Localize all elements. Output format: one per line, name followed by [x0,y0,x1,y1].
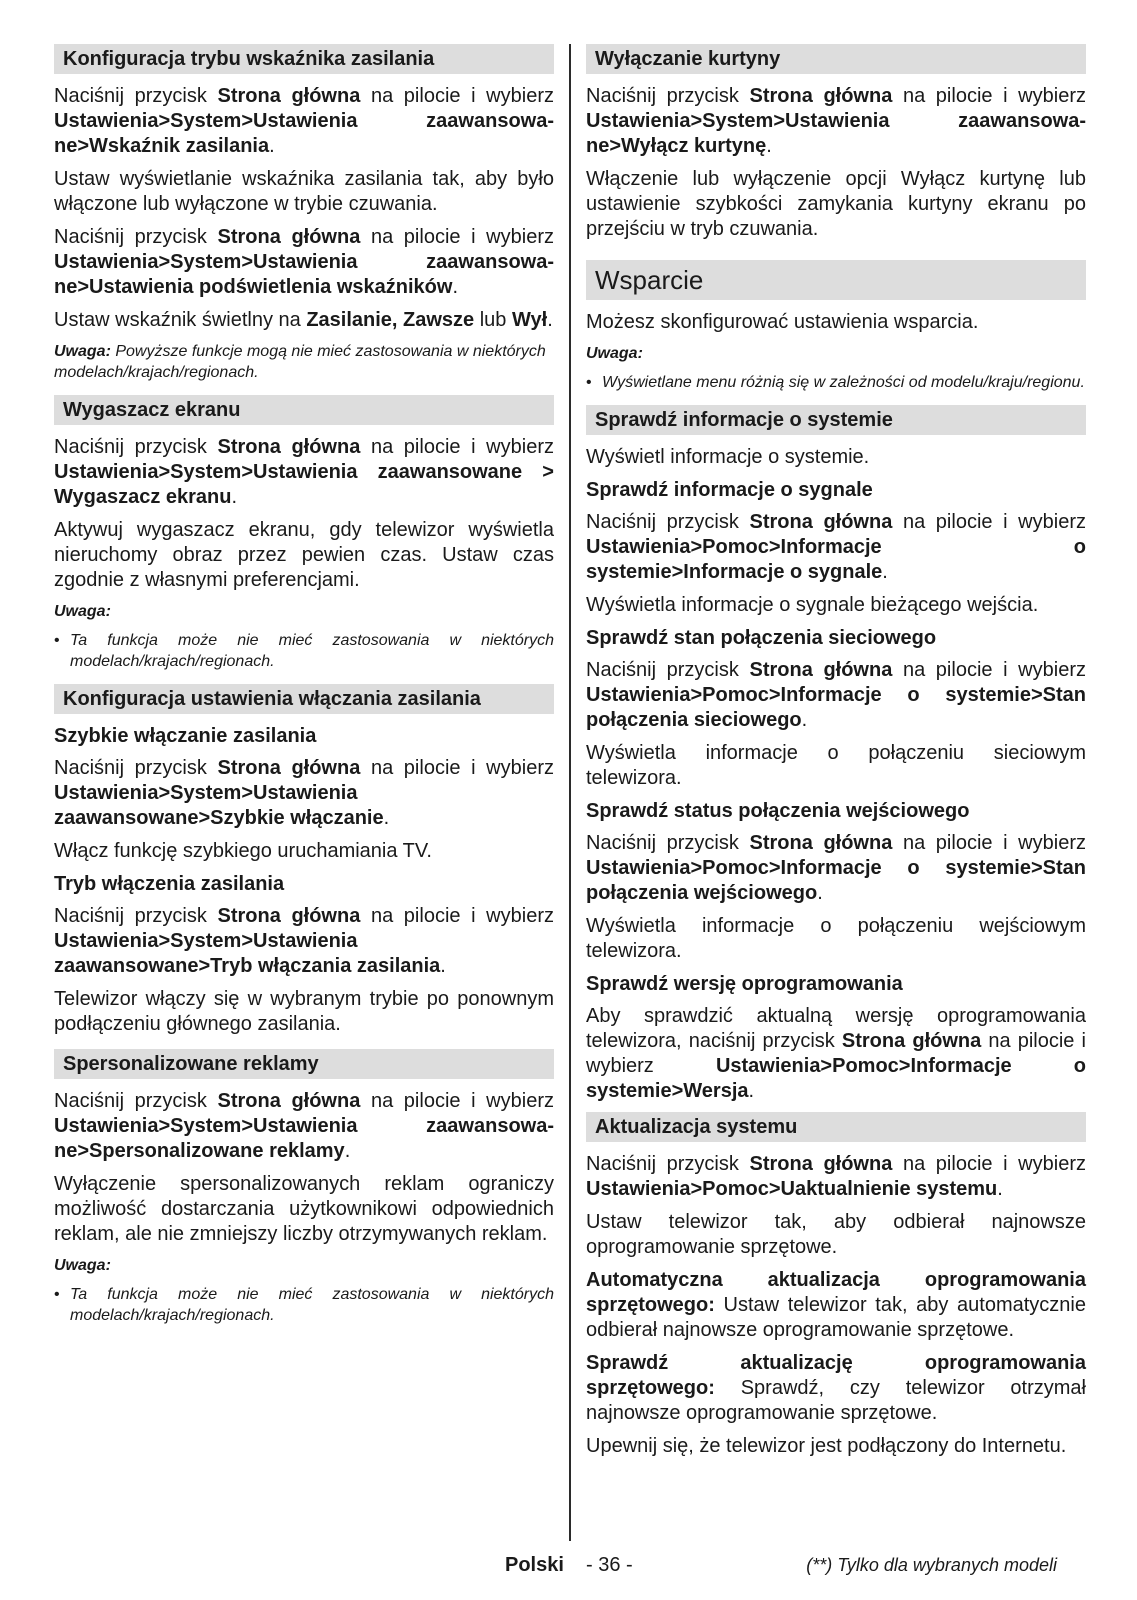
footer-note: (**) Tylko dla wybranych modeli [806,1555,1057,1575]
page-footer [0,1550,1137,1580]
paragraph: Naciśnij przycisk Strona główna na pilocie i wybierz Ustawienia>Pomoc>Informacje o systemie>Stan połączenia wejściowego. [586,832,1086,904]
section-personalized-ads [54,1049,554,1326]
footer-language: Polski [505,1554,564,1576]
paragraph: Automatyczna aktualizacja oprogramowania sprzętowego: Ustaw telewizor tak, aby automatycznie odbierał najnowsze oprogramowanie sprzętowe. [586,1269,1086,1341]
section-heading: Wygaszacz ekranu [54,395,554,425]
section-curtain-off [586,44,1086,242]
paragraph: Wyświetla informacje o sygnale bieżącego wejścia. [586,594,1039,616]
section-heading: Konfiguracja trybu wskaźnika zasilania [54,44,554,74]
section-heading: Konfiguracja ustawienia włączania zasilania [54,684,554,714]
subheading: Szybkie włączanie zasilania [54,725,317,747]
paragraph: Naciśnij przycisk Strona główna na pilocie i wybierz Ustawienia>System>Ustawienia zaawansowane > Wygaszacz ekranu. [54,436,554,508]
paragraph: Naciśnij przycisk Strona główna na pilocie i wybierz Ustawienia>System>Ustawienia zaawansowa-ne>Wyłącz kurtynę. [586,85,1086,157]
section-power-indicator [54,44,554,383]
note-bullet: • Wyświetlane menu różnią się w zależności od modelu/kraju/regionu. [586,374,1085,391]
paragraph: Włączenie lub wyłączenie opcji Wyłącz kurtynę lub ustawienie szybkości zamykania kurtyny ekranu po przejściu w tryb czuwania. [586,168,1086,240]
paragraph: Włącz funkcję szybkiego uruchamiania TV. [54,840,432,862]
paragraph: Ustaw wyświetlanie wskaźnika zasilania tak, aby było włączone lub wyłączone w trybie czuwania. [54,168,554,215]
bullet-icon: • [54,1286,60,1303]
section-heading: Spersonalizowane reklamy [54,1049,554,1079]
paragraph: Wyświetla informacje o połączeniu wejściowym telewizora. [586,915,1086,962]
paragraph: Naciśnij przycisk Strona główna na pilocie i wybierz Ustawienia>System>Ustawienia zaawansowa-ne>Spersonalizowane reklamy. [54,1090,554,1162]
note-label: Uwaga: [586,345,643,362]
subheading: Sprawdź status połączenia wejściowego [586,800,970,822]
subheading: Sprawdź wersję oprogramowania [586,973,903,995]
paragraph: Telewizor włączy się w wybranym trybie po ponownym podłączeniu głównego zasilania. [54,988,554,1035]
section-system-update [586,1112,1086,1459]
paragraph: Wyświetl informacje o systemie. [586,446,870,468]
note-label: Uwaga: [54,603,111,620]
section-system-info [586,405,1086,1104]
section-heading: Aktualizacja systemu [586,1112,1086,1142]
section-support [586,260,1086,393]
paragraph: Naciśnij przycisk Strona główna na pilocie i wybierz Ustawienia>Pomoc>Informacje o systemie>Stan połączenia sieciowego. [586,659,1086,731]
paragraph: Ustaw wskaźnik świetlny na Zasilanie, Zawsze lub Wył. [54,309,553,331]
section-heading: Wyłączanie kurtyny [586,44,1086,74]
bullet-icon: • [586,374,592,391]
paragraph: Aby sprawdzić aktualną wersję oprogramowania telewizora, naciśnij przycisk Strona główna na pilocie i wybierz Ustawienia>Pomoc>Informacje o systemie>Wersja. [586,1005,1086,1102]
paragraph: Sprawdź aktualizację oprogramowania sprzętowego: Sprawdź, czy telewizor otrzymał najnowsze oprogramowanie sprzętowe. [586,1352,1086,1424]
note-bullet: • Ta funkcja może nie mieć zastosowania w niektórych modelach/krajach/regionach. [54,632,554,670]
right-column [586,44,1086,1467]
chapter-heading: Wsparcie [586,260,1086,300]
note-label: Uwaga: [54,1257,111,1274]
paragraph: Naciśnij przycisk Strona główna na pilocie i wybierz Ustawienia>System>Ustawienia zaawansowane>Tryb włączania zasilania. [54,905,554,977]
paragraph: Możesz skonfigurować ustawienia wsparcia. [586,311,979,333]
paragraph: Naciśnij przycisk Strona główna na pilocie i wybierz Ustawienia>Pomoc>Informacje o systemie>Informacje o sygnale. [586,511,1086,583]
page-number: - 36 - [586,1554,633,1576]
bullet-icon: • [54,632,60,649]
paragraph: Naciśnij przycisk Strona główna na pilocie i wybierz Ustawienia>System>Ustawienia zaawansowa-ne>Ustawienia podświetlenia wskaźników. [54,226,554,298]
left-column [54,44,554,1336]
section-power-on [54,684,554,1037]
subheading: Tryb włączenia zasilania [54,873,285,895]
paragraph: Wyświetla informacje o połączeniu sieciowym telewizora. [586,742,1086,789]
paragraph: Naciśnij przycisk Strona główna na pilocie i wybierz Ustawienia>Pomoc>Uaktualnienie systemu. [586,1153,1086,1200]
paragraph: Upewnij się, że telewizor jest podłączony do Internetu. [586,1435,1067,1457]
section-screensaver [54,395,554,672]
paragraph: Wyłączenie spersonalizowanych reklam ograniczy możliwość dostarczania użytkownikowi odpowiednich reklam, ale nie zmniejszy liczby otrzymywanych reklam. [54,1173,554,1245]
subheading: Sprawdź informacje o sygnale [586,479,873,501]
paragraph: Ustaw telewizor tak, aby odbierał najnowsze oprogramowanie sprzętowe. [586,1211,1086,1258]
paragraph: Aktywuj wygaszacz ekranu, gdy telewizor wyświetla nieruchomy obraz przez pewien czas. Ustaw czas zgodnie z własnymi preferencjami. [54,519,554,591]
subheading: Sprawdź stan połączenia sieciowego [586,627,937,649]
note-bullet: • Ta funkcja może nie mieć zastosowania w niektórych modelach/krajach/regionach. [54,1286,554,1324]
section-heading: Sprawdź informacje o systemie [586,405,1086,435]
column-divider [569,44,571,1541]
note: Uwaga: Powyższe funkcje mogą nie mieć zastosowania w niektórych modelach/krajach/regionach. [54,343,546,381]
paragraph: Naciśnij przycisk Strona główna na pilocie i wybierz Ustawienia>System>Ustawienia zaawansowane>Szybkie włączanie. [54,757,554,829]
paragraph: Naciśnij przycisk Strona główna na pilocie i wybierz Ustawienia>System>Ustawienia zaawansowa-ne>Wskaźnik zasilania. [54,85,554,157]
